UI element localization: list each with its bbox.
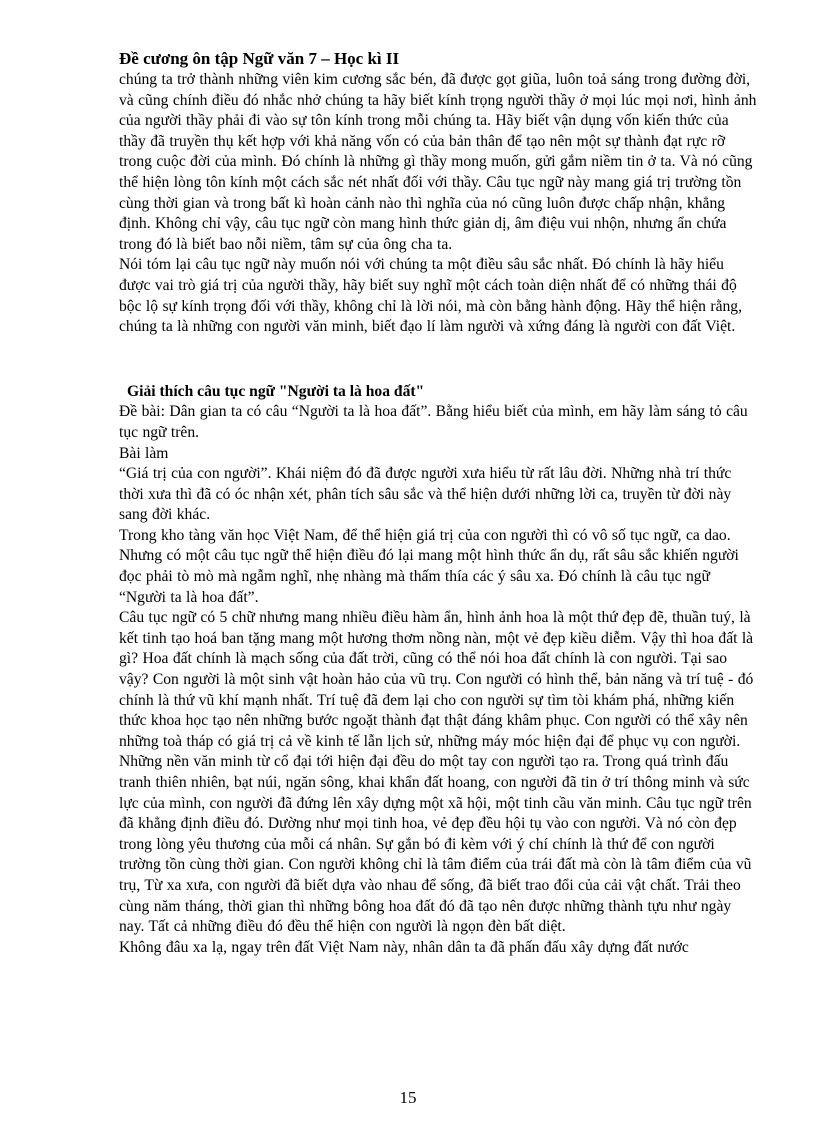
essay-label: Bài làm: [119, 444, 169, 462]
paragraph: Trong kho tàng văn học Việt Nam, để thể hiện giá trị của con người thì có vô số tục ngữ, ca dao. Nhưng có một câu tục ngữ thể hiện điều đó lại mang một hình thức ẩn dụ, rất sâu sắc khiến người đọc phải tò mò mà ngẫm nghĩ, nhẹ nhàng mà thấm thía các ý sâu xa. Đó chính là câu tục ngữ “Người ta là hoa đất”.: [119, 526, 739, 606]
document-page: [119, 48, 759, 958]
essay-prompt: Đề bài: Dân gian ta có câu “Người ta là hoa đất”. Bằng hiểu biết của mình, em hãy làm sáng tỏ câu tục ngữ trên.: [119, 403, 748, 441]
paragraph: Nói tóm lại câu tục ngữ này muốn nói với chúng ta một điều sâu sắc nhất. Đó chính là hãy hiểu được vai trò giá trị của người thầy, hãy biết suy nghĩ một cách toàn diện nhất để có những thái độ bộc lộ sự kính trọng đối với thầy, không chỉ là lời nói, mà còn bằng hành động. Hãy thể hiện rằng, chúng ta là những con người văn minh, biết đạo lí làm người và xứng đáng là người con đất Việt.: [119, 256, 742, 336]
document-header-title: Đề cương ôn tập Ngữ văn 7 – Học kì II: [119, 49, 400, 68]
page-number: 15: [399, 1088, 417, 1107]
section-spacer: [119, 338, 759, 382]
paragraph: Không đâu xa lạ, ngay trên đất Việt Nam này, nhân dân ta đã phấn đấu xây dựng đất nước: [119, 938, 689, 956]
paragraph: chúng ta trở thành những viên kim cương sắc bén, đã được gọt giũa, luôn toả sáng trong đường đời, và cũng chính điều đó nhắc nhở chúng ta hãy biết kính trọng người thầy ở mọi lúc mọi nơi, hình ảnh của người thầy phải đi vào sự tôn kính trong mỗi chúng ta. Hãy biết vận dụng vốn kiến thức của thầy đã truyền thụ kết hợp với khả năng vốn có của bản thân để tạo nên một sự thành đạt rực rỡ trong cuộc đời của mình. Đó chính là những gì thầy mong muốn, gửi gắm niềm tin ở ta. Và nó cũng thể hiện lòng tôn kính một cách sắc nét nhất đối với thầy. Câu tục ngữ này mang giá trị trường tồn cùng thời gian và trong bất kì hoàn cảnh nào thì nghĩa của nó cũng luôn được chấp nhận, khẳng định. Không chỉ vậy, câu tục ngữ còn mang hình thức giản dị, âm điệu vui nhộn, nhưng ẩn chứa trong đó là biết bao nỗi niềm, tâm sự của ông cha ta.: [119, 71, 757, 253]
paragraph: “Giá trị của con người”. Khái niệm đó đã được người xưa hiểu từ rất lâu đời. Những nhà trí thức thời xưa thì đã có óc nhận xét, phân tích sâu sắc và thể hiện dưới những lời ca, truyền từ đời này sang đời khác.: [119, 465, 732, 524]
section-title: Giải thích câu tục ngữ "Người ta là hoa đất": [127, 382, 425, 400]
paragraph: Câu tục ngữ có 5 chữ nhưng mang nhiều điều hàm ẩn, hình ảnh hoa là một thứ đẹp đẽ, thuần tuý, là kết tinh tạo hoá ban tặng mang một hương thơm nồng nàn, một vẻ đẹp kiều diễm. Vậy thì hoa đất là gì? Hoa đất chính là mạch sống của đất trời, cũng có thể nói hoa đất chính là con người. Tại sao vậy? Con người là một sinh vật hoàn hảo của vũ trụ. Con người có hình thể, bản năng và trí tuệ - đó chính là thứ vũ khí mạnh nhất. Trí tuệ đã đem lại cho con người sự tìm tòi khám phá, những kiến thức khoa học tạo nên những bước ngoặt thành đạt thật đáng khâm phục. Con người có thể xây nên những toà tháp có giá trị cả về kinh tế lẫn lịch sử, những máy móc hiện đại để phục vụ con người. Những nền văn minh từ cổ đại tới hiện đại đều do một tay con người tạo ra. Trong quá trình đấu tranh thiên nhiên, bạt núi, ngăn sông, khai khẩn đất hoang, con người đã tin ở trí thông minh và sức lực của mình, con người đã đứng lên xây dựng một xã hội, một tinh cầu văn minh. Câu tục ngữ trên đã khẳng định điều đó. Dường như mọi tinh hoa, vẻ đẹp đều hội tụ vào con người. Và nó còn đẹp trong lòng yêu thương của mỗi cá nhân. Sự gắn bó đi kèm với ý chí chính là thứ để con người trường tồn cùng thời gian. Con người không chỉ là tâm điểm của trái đất mà còn là tâm điểm của vũ trụ, Từ xa xưa, con người đã biết dựa vào nhau để sống, đã biết trao đổi của cải vật chất. Trải theo cùng năm tháng, thời gian thì những bông hoa đất đó đã tạo nên được những thành tựu như ngày nay. Tất cả những điều đó đều thể hiện con người là ngọn đèn bất diệt.: [119, 609, 754, 936]
